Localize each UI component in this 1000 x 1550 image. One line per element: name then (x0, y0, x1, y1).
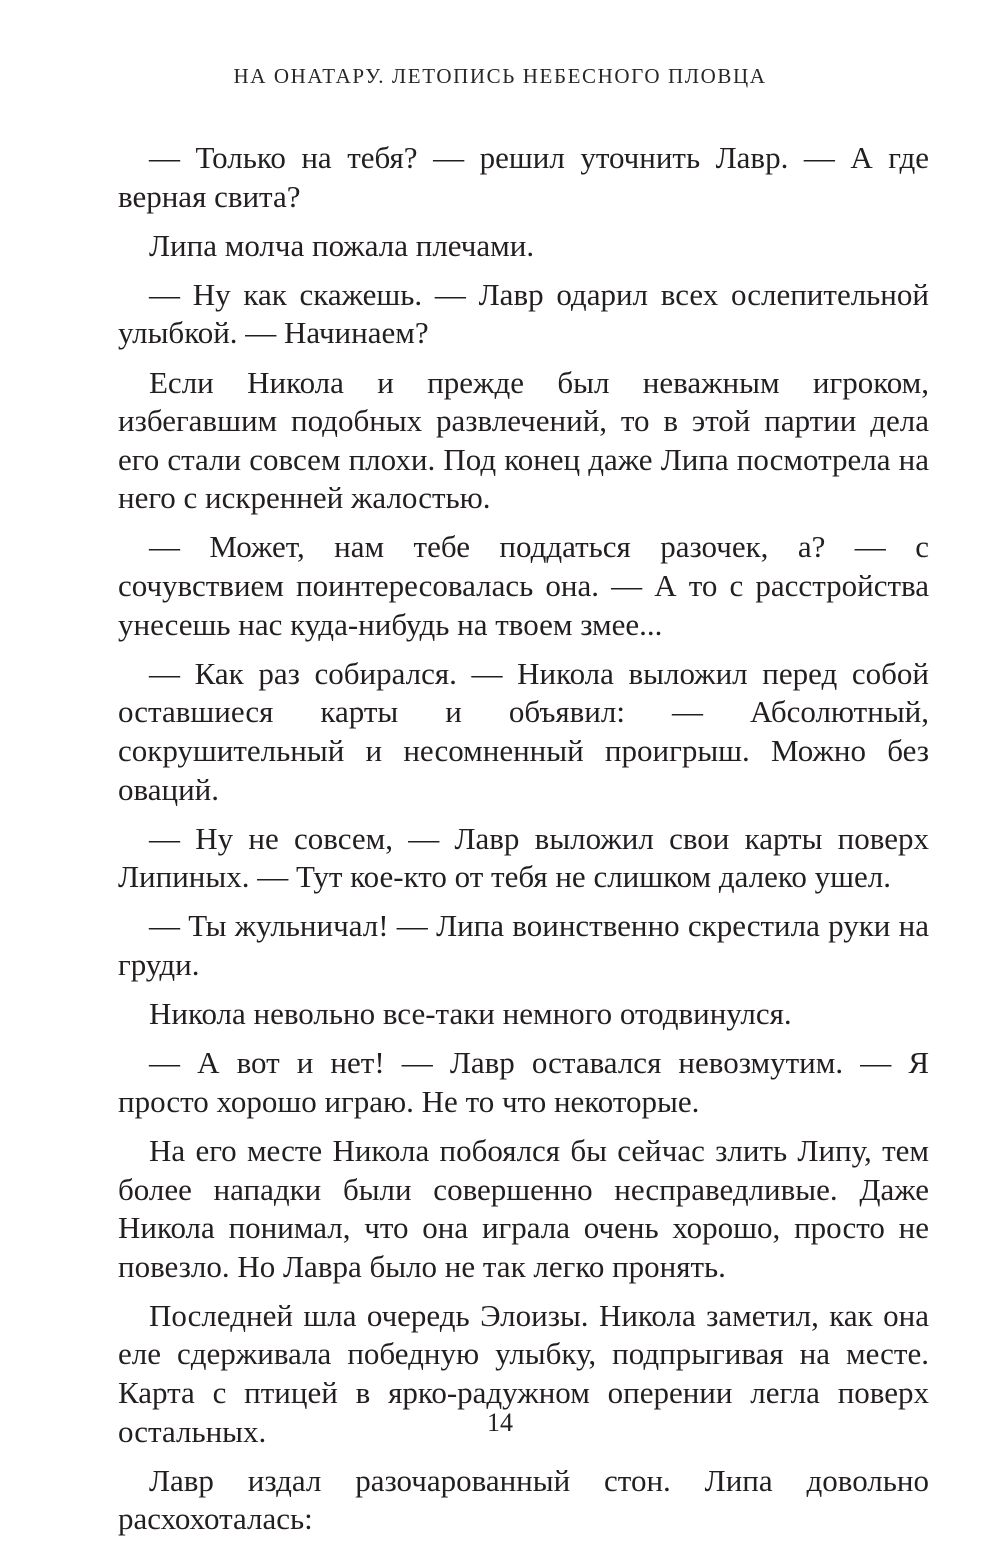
paragraph: — Только на тебя? — решил уточнить Лавр. — А где верная свита? (118, 140, 929, 214)
paragraph: — Ну не совсем, — Лавр выложил свои карты поверх Липиных. — Тут кое-кто от тебя не слишком далеко ушел. (118, 820, 929, 895)
paragraph: Лавр издал разочарованный стон. Липа довольно расхохоталась: (118, 1462, 929, 1537)
paragraph: На его месте Никола побоялся бы сейчас злить Липу, тем более нападки были совершенно несправедливые. Даже Никола понимал, что она играла очень хорошо, просто не повезло. Но Лавра было не так легко пронять. (118, 1132, 929, 1284)
paragraph: — Ты жульничал! — Липа воинственно скрестила руки на груди. (118, 908, 929, 982)
paragraph: — Как раз собирался. — Никола выложил перед собой оставшиеся карты и объявил: — Абсолютный, сокрушительный и несомненный проигрыш. Можно без оваций. (118, 655, 929, 807)
paragraph: — А вот и нет! — Лавр оставался невозмутим. — Я просто хорошо играю. Не то что некоторые. (118, 1045, 929, 1119)
paragraph: — Может, нам тебе поддаться разочек, а? — с сочувствием поинтересовалась она. — А то с расстройства унесешь нас куда-нибудь на твоем змее... (118, 529, 929, 642)
running-header: НА ОНАТАРУ. ЛЕТОПИСЬ НЕБЕСНОГО ПЛОВЦА (233, 64, 767, 88)
paragraph: — Ну как скажешь. — Лавр одарил всех ослепительной улыбкой. — Начинаем? (118, 276, 929, 351)
main-text (118, 139, 929, 1550)
page-number: 14 (487, 1408, 513, 1437)
paragraph: Если Никола и прежде был неважным игроком, избегавшим подобных развлечений, то в этой партии дела его стали совсем плохи. Под конец даже Липа посмотрела на него с искренней жалостью. (118, 364, 929, 516)
paragraph: Липа молча пожала плечами. (149, 227, 535, 263)
paragraph: Последней шла очередь Элоизы. Никола заметил, как она еле сдерживала победную улыбку, подпрыгивая на месте. Карта с птицей в ярко-радужном оперении легла поверх остальных. (118, 1297, 929, 1449)
paragraph: Никола невольно все-таки немного отодвинулся. (149, 996, 792, 1032)
